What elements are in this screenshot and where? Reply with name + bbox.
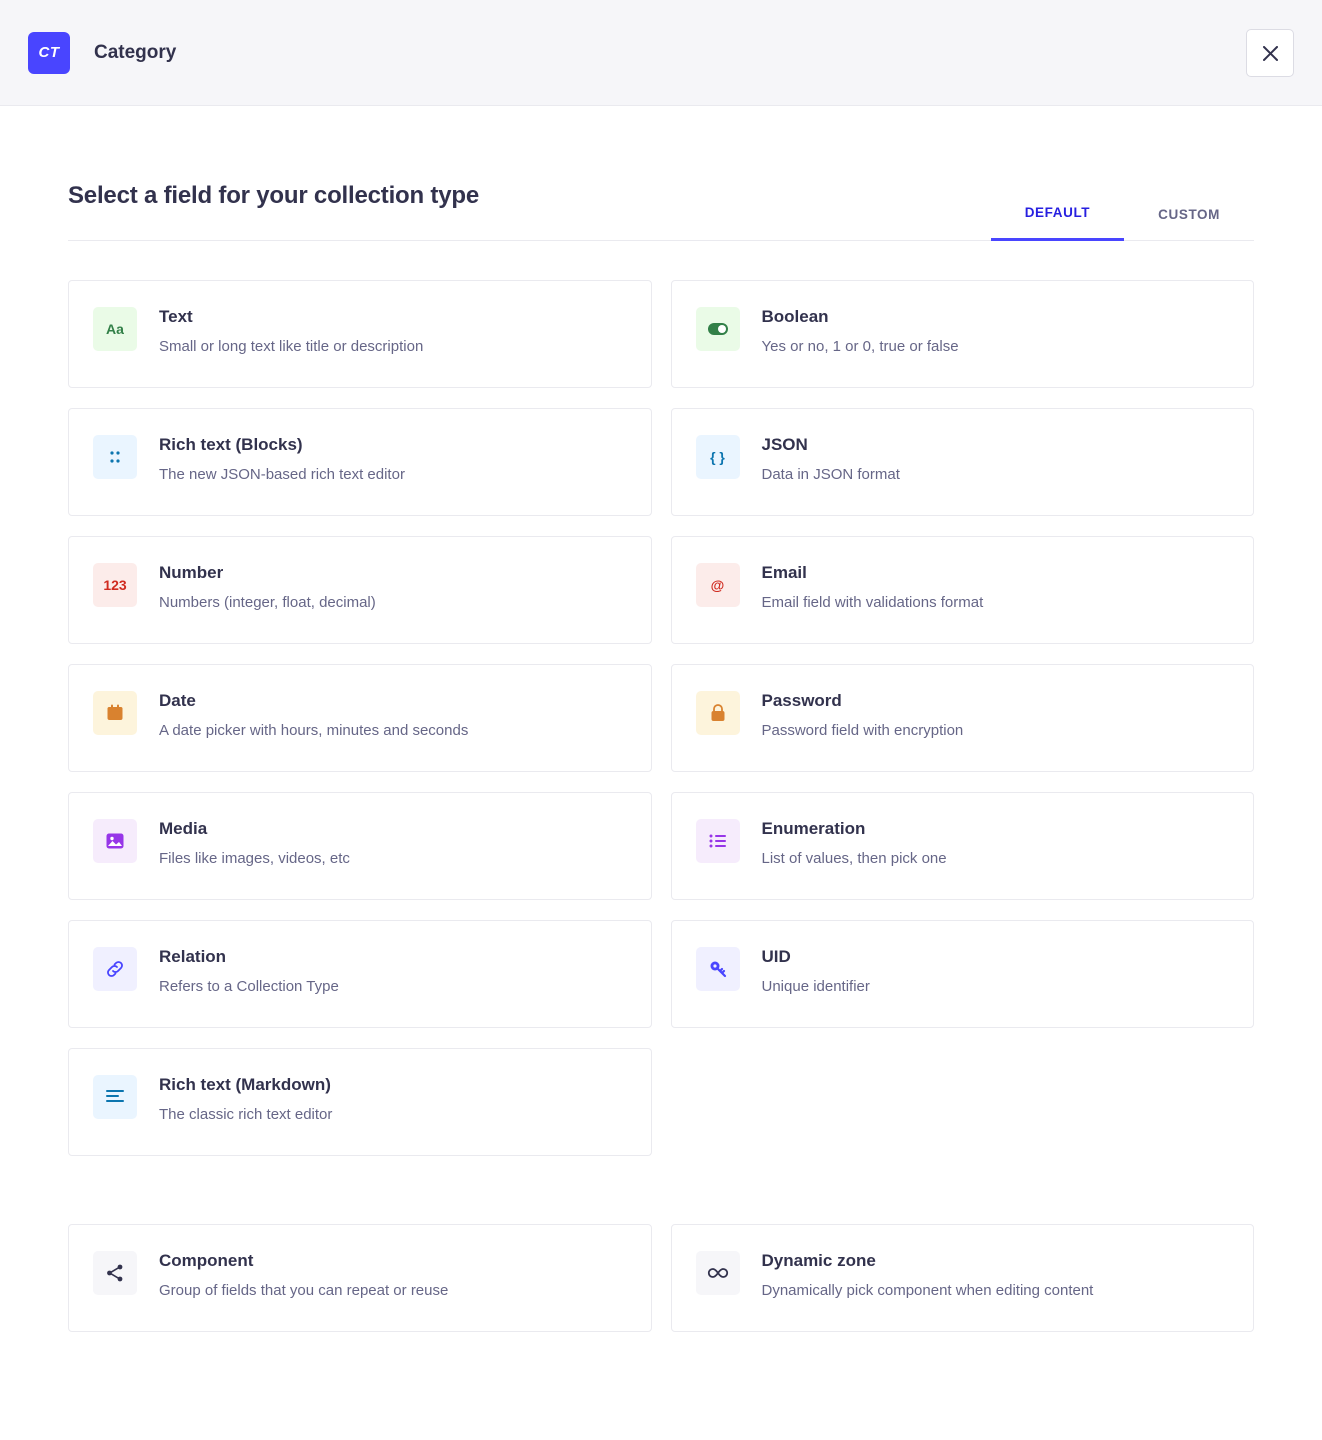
at-sign-icon <box>696 563 740 607</box>
field-card-description: Data in JSON format <box>761 466 900 484</box>
field-card-text <box>159 561 376 614</box>
field-card-markdown[interactable] <box>68 1048 652 1156</box>
field-card-description: List of values, then pick one <box>761 850 947 868</box>
field-card-description: Group of fields that you can repeat or reuse <box>159 1282 449 1300</box>
field-card-dynamiczone[interactable] <box>671 1224 1255 1332</box>
text-aa-icon <box>93 307 137 351</box>
link-icon <box>93 947 137 991</box>
field-card-blocks[interactable] <box>68 408 652 516</box>
field-card-description: Numbers (integer, float, decimal) <box>159 594 376 612</box>
field-card-description: Files like images, videos, etc <box>159 850 350 868</box>
field-card-text <box>762 561 984 614</box>
field-card-title: Dynamic zone <box>761 1251 876 1270</box>
field-card-date[interactable] <box>68 664 652 772</box>
field-card-title: Text <box>159 307 193 326</box>
field-category-tabs <box>991 205 1254 240</box>
field-card-text <box>159 433 405 486</box>
field-card-text <box>762 305 959 358</box>
field-card-title: Email <box>761 563 807 582</box>
field-card-password[interactable] <box>671 664 1255 772</box>
field-card-component[interactable] <box>68 1224 652 1332</box>
field-card-text <box>159 689 468 742</box>
field-card-uid[interactable] <box>671 920 1255 1028</box>
field-card-title: Password <box>761 691 842 710</box>
braces-icon-glyph: { } <box>710 449 725 465</box>
at-sign-icon-glyph: @ <box>710 577 725 593</box>
markdown-lines-icon <box>93 1075 137 1119</box>
field-card-title: Boolean <box>761 307 829 326</box>
list-icon <box>696 819 740 863</box>
field-card-description: The new JSON-based rich text editor <box>159 466 405 484</box>
field-card-enumeration[interactable] <box>671 792 1255 900</box>
field-card-description: A date picker with hours, minutes and seconds <box>159 722 469 740</box>
infinity-icon <box>696 1251 740 1295</box>
field-card-number[interactable] <box>68 536 652 644</box>
toggle-icon <box>696 307 740 351</box>
collection-type-badge: CT <box>28 32 70 74</box>
text-aa-icon-glyph: Aa <box>106 321 124 337</box>
field-card-text <box>762 433 900 486</box>
field-card-description: Password field with encryption <box>761 722 964 740</box>
field-card-text <box>762 817 947 870</box>
field-card-text <box>159 945 339 998</box>
field-card-description: Yes or no, 1 or 0, true or false <box>761 338 959 356</box>
blocks-icon <box>93 435 137 479</box>
field-card-description: Dynamically pick component when editing content <box>761 1282 1094 1300</box>
field-card-media[interactable] <box>68 792 652 900</box>
field-card-description: The classic rich text editor <box>159 1106 333 1124</box>
field-card-title: UID <box>761 947 791 966</box>
image-icon <box>93 819 137 863</box>
field-card-text <box>159 817 350 870</box>
field-card-text <box>762 945 870 998</box>
tab-custom[interactable]: CUSTOM <box>1158 207 1220 222</box>
field-card-boolean[interactable] <box>671 280 1255 388</box>
title-row <box>68 106 1254 241</box>
close-icon <box>1263 46 1278 61</box>
field-card-description: Refers to a Collection Type <box>159 978 339 996</box>
number-123-icon-glyph: 123 <box>103 577 127 593</box>
field-card-description: Small or long text like title or description <box>159 338 424 356</box>
field-card-title: Rich text (Blocks) <box>159 435 303 454</box>
field-card-title: Media <box>159 819 208 838</box>
section-title: Select a field for your collection type <box>68 182 479 209</box>
advanced-field-grid <box>68 1224 1254 1392</box>
field-card-title: Component <box>159 1251 254 1270</box>
lock-icon <box>696 691 740 735</box>
field-card-title: Number <box>159 563 224 582</box>
braces-icon <box>696 435 740 479</box>
close-button[interactable] <box>1246 29 1294 77</box>
field-card-title: Relation <box>159 947 227 966</box>
calendar-icon <box>93 691 137 735</box>
component-icon <box>93 1251 137 1295</box>
field-card-description: Unique identifier <box>761 978 870 996</box>
key-icon <box>696 947 740 991</box>
tab-default[interactable]: DEFAULT <box>991 205 1124 241</box>
field-card-title: Rich text (Markdown) <box>159 1075 331 1094</box>
field-card-text <box>159 305 423 358</box>
field-card-relation[interactable] <box>68 920 652 1028</box>
field-card-title: JSON <box>761 435 808 454</box>
field-card-description: Email field with validations format <box>761 594 984 612</box>
modal-body <box>0 106 1322 1392</box>
field-card-text[interactable] <box>68 280 652 388</box>
field-card-json[interactable] <box>671 408 1255 516</box>
field-card-email[interactable] <box>671 536 1255 644</box>
field-card-text <box>159 1073 332 1126</box>
field-card-text <box>159 1249 448 1302</box>
field-card-title: Date <box>159 691 196 710</box>
field-card-text <box>762 1249 1094 1302</box>
page-title: Category <box>94 41 177 63</box>
field-type-grid <box>68 280 1254 1156</box>
field-card-text <box>762 689 964 742</box>
field-card-title: Enumeration <box>761 819 866 838</box>
number-123-icon <box>93 563 137 607</box>
modal-header <box>0 0 1322 106</box>
